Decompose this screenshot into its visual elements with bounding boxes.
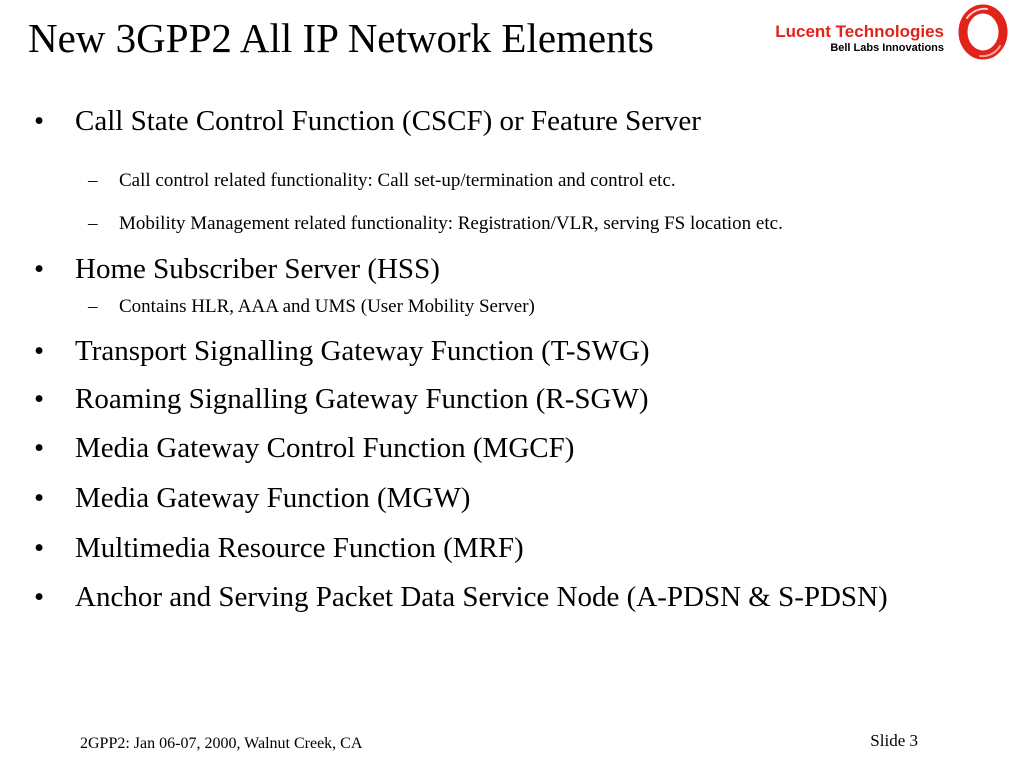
bullet-item — [34, 378, 964, 420]
slide-number: Slide 3 — [870, 731, 918, 750]
bullet-item — [34, 477, 964, 519]
sub-bullet-item — [88, 294, 968, 320]
bullet-text: Media Gateway Function (MGW) — [75, 482, 471, 514]
logo-company-name: Lucent Technologies — [775, 22, 944, 41]
bullet-item — [34, 100, 964, 142]
bullet-marker: • — [34, 105, 45, 137]
bullet-text: Anchor and Serving Packet Data Service Node (A-PDSN & S-PDSN) — [75, 581, 888, 613]
bullet-text: Transport Signalling Gateway Function (T-SWG) — [75, 335, 650, 367]
bullet-marker: • — [34, 581, 45, 613]
sub-bullet-item — [88, 168, 968, 194]
sub-bullet-marker: – — [88, 170, 98, 191]
bullet-marker: • — [34, 532, 45, 564]
bullet-marker: • — [34, 482, 45, 514]
bullet-text: Roaming Signalling Gateway Function (R-SGW) — [75, 383, 649, 415]
sub-bullet-marker: – — [88, 213, 98, 234]
bullet-marker: • — [34, 335, 45, 367]
bullet-marker: • — [34, 432, 45, 464]
bullet-text: Call State Control Function (CSCF) or Feature Server — [75, 105, 701, 137]
bullet-marker: • — [34, 383, 45, 415]
bullet-text: Home Subscriber Server (HSS) — [75, 253, 440, 285]
bullet-item — [34, 330, 964, 372]
sub-bullet-text: Contains HLR, AAA and UMS (User Mobility Server) — [119, 296, 535, 317]
sub-bullet-marker: – — [88, 296, 98, 317]
bullet-marker: • — [34, 253, 45, 285]
bullet-text: Multimedia Resource Function (MRF) — [75, 532, 524, 564]
bullet-item — [34, 576, 964, 618]
bullet-item — [34, 248, 964, 290]
sub-bullet-text: Call control related functionality: Call set-up/termination and control etc. — [119, 170, 676, 191]
logo-tagline: Bell Labs Innovations — [830, 42, 944, 54]
bullet-item — [34, 527, 964, 569]
bullet-text: Media Gateway Control Function (MGCF) — [75, 432, 575, 464]
sub-bullet-item — [88, 211, 968, 237]
slide-title: New 3GPP2 All IP Network Elements — [28, 15, 654, 61]
bullet-item — [34, 427, 964, 469]
footer-event: 2GPP2: Jan 06-07, 2000, Walnut Creek, CA — [80, 735, 363, 752]
sub-bullet-text: Mobility Management related functionality: Registration/VLR, serving FS location etc. — [119, 213, 783, 234]
